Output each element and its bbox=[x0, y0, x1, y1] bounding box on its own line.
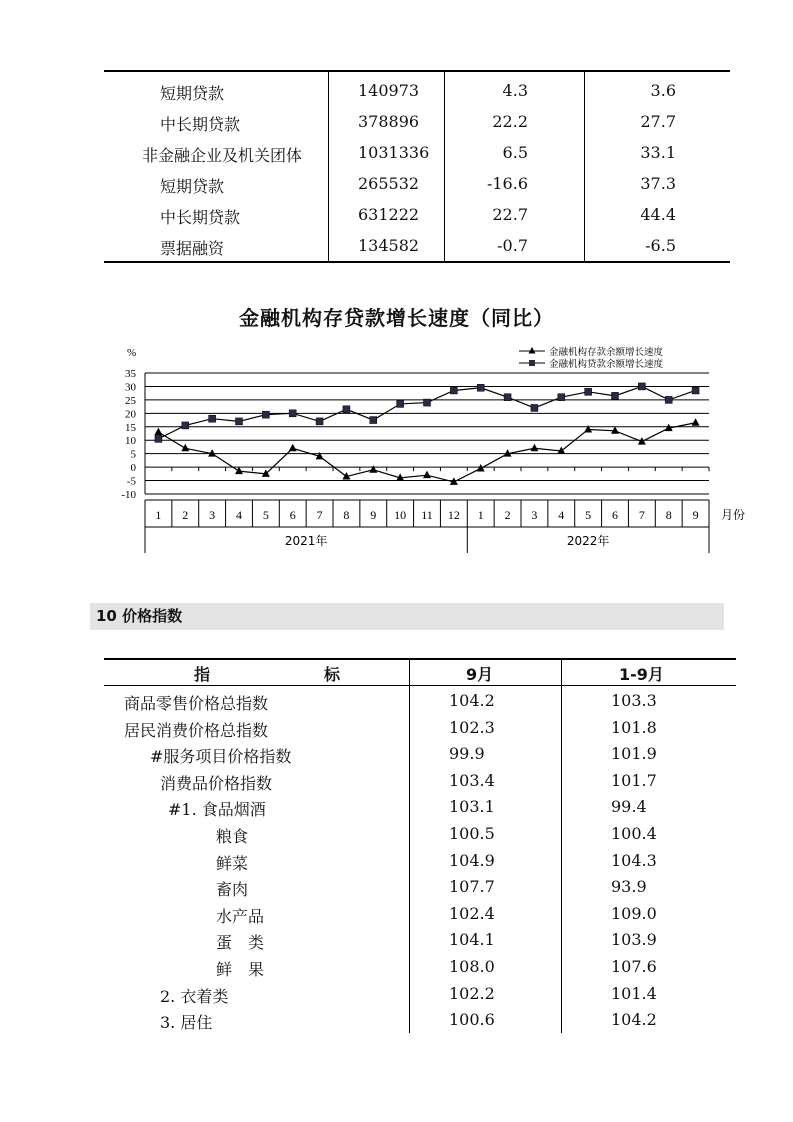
legend-marker-deposit bbox=[529, 347, 536, 354]
year-label: 2022年 bbox=[566, 534, 610, 548]
row-month-value: 103.4 bbox=[449, 770, 495, 790]
loan-point bbox=[289, 410, 296, 417]
row-ytd-value: 104.2 bbox=[611, 1010, 657, 1030]
row-ytd-value: 99.4 bbox=[611, 797, 647, 817]
x-tick-label: 11 bbox=[421, 508, 433, 522]
x-tick-label: 5 bbox=[585, 508, 592, 522]
row-label: 消费品价格指数 bbox=[160, 773, 273, 793]
row-label: 水产品 bbox=[216, 906, 265, 926]
loan-point bbox=[343, 406, 350, 413]
table-row bbox=[104, 767, 736, 794]
row-label: 居民消费价格总指数 bbox=[124, 720, 269, 740]
chart-title: 金融机构存贷款增长速度（同比） bbox=[239, 306, 554, 330]
header-indicator-1: 指 bbox=[194, 665, 211, 684]
loan-point bbox=[262, 411, 269, 418]
row-month-value: 103.1 bbox=[449, 797, 495, 817]
header-ytd: 1-9月 bbox=[619, 665, 664, 684]
x-tick-label: 9 bbox=[370, 508, 377, 522]
row-growth-2: 33.1 bbox=[640, 143, 676, 162]
loan-point bbox=[182, 422, 189, 429]
loan-point bbox=[477, 384, 484, 391]
deposit-point bbox=[477, 464, 485, 472]
y-axis-unit: % bbox=[127, 347, 137, 359]
table-row bbox=[104, 1006, 736, 1033]
table-row bbox=[104, 75, 730, 106]
y-tick-label: -10 bbox=[121, 489, 136, 501]
legend-marker-loan bbox=[529, 360, 535, 366]
table-row bbox=[104, 168, 730, 199]
table-row bbox=[104, 793, 736, 820]
loan-point bbox=[558, 394, 565, 401]
deposit-point bbox=[423, 471, 431, 479]
row-label: 畜肉 bbox=[216, 880, 249, 900]
x-tick-label: 3 bbox=[531, 508, 538, 522]
y-tick-label: 30 bbox=[125, 381, 136, 394]
table-row bbox=[104, 137, 730, 168]
row-month-value: 107.7 bbox=[449, 877, 495, 897]
row-ytd-value: 101.4 bbox=[611, 983, 657, 1003]
row-label: #服务项目价格指数 bbox=[150, 747, 292, 767]
loan-point bbox=[665, 396, 672, 403]
deposit-point bbox=[530, 444, 538, 452]
table-row bbox=[104, 230, 730, 261]
row-value: 378896 bbox=[358, 112, 420, 131]
row-label: 非金融企业及机关团体 bbox=[142, 146, 303, 165]
x-tick-label: 4 bbox=[236, 508, 242, 522]
deposit-point bbox=[692, 418, 700, 426]
x-tick-label: 6 bbox=[289, 508, 296, 522]
deposit-point bbox=[289, 444, 297, 452]
table-row bbox=[104, 900, 736, 927]
x-tick-label: 1 bbox=[155, 508, 162, 522]
loan-point bbox=[585, 388, 592, 395]
row-label: 中长期贷款 bbox=[160, 115, 241, 134]
row-value: 140973 bbox=[358, 81, 420, 100]
y-tick-label: 0 bbox=[130, 462, 136, 475]
header-indicator-2: 标 bbox=[324, 665, 341, 684]
row-growth-1: 22.7 bbox=[492, 205, 528, 224]
row-label: 蛋 类 bbox=[216, 933, 265, 953]
x-tick-label: 7 bbox=[638, 508, 645, 522]
loan-point bbox=[504, 394, 511, 401]
table-row bbox=[104, 847, 736, 874]
year-label: 2021年 bbox=[284, 534, 328, 548]
row-growth-1: 6.5 bbox=[502, 143, 528, 162]
row-ytd-value: 101.8 bbox=[611, 717, 657, 737]
header-month: 9月 bbox=[466, 665, 494, 684]
row-growth-1: 22.2 bbox=[492, 112, 528, 131]
row-ytd-value: 103.9 bbox=[611, 930, 657, 950]
row-label: 3. 居住 bbox=[160, 1013, 213, 1033]
x-axis-unit: 月份 bbox=[720, 508, 746, 522]
row-ytd-value: 101.9 bbox=[611, 744, 657, 764]
deposit-point bbox=[235, 467, 243, 475]
row-value: 134582 bbox=[358, 236, 420, 255]
price-index-table bbox=[104, 658, 736, 1033]
table-row bbox=[104, 740, 736, 767]
loan-point bbox=[370, 417, 377, 424]
x-tick-label: 4 bbox=[558, 508, 565, 522]
row-month-value: 100.5 bbox=[449, 824, 495, 843]
row-ytd-value: 93.9 bbox=[611, 877, 647, 897]
row-label: 2. 衣着类 bbox=[160, 986, 229, 1006]
row-month-value: 104.2 bbox=[449, 691, 495, 710]
table-row bbox=[104, 820, 736, 847]
row-label: 票据融资 bbox=[160, 239, 225, 258]
x-tick-label: 12 bbox=[447, 508, 460, 522]
row-label: 粮食 bbox=[216, 827, 249, 846]
table-top-border bbox=[104, 70, 730, 72]
row-month-value: 102.3 bbox=[449, 717, 495, 737]
loan-point bbox=[397, 400, 404, 407]
loan-point bbox=[531, 404, 538, 411]
y-tick-label: 25 bbox=[125, 394, 136, 407]
legend-label-loan: 金融机构贷款余额增长速度 bbox=[549, 359, 664, 370]
row-label: 鲜菜 bbox=[216, 853, 249, 873]
row-value: 631222 bbox=[358, 205, 420, 224]
growth-line-chart bbox=[0, 330, 793, 560]
x-tick-label: 6 bbox=[612, 508, 618, 522]
loan-point bbox=[209, 415, 216, 422]
x-tick-label: 5 bbox=[262, 508, 269, 522]
y-tick-label: 10 bbox=[125, 435, 136, 448]
x-tick-label: 8 bbox=[665, 508, 672, 522]
y-tick-label: 20 bbox=[125, 408, 136, 421]
row-month-value: 104.9 bbox=[449, 850, 495, 870]
table-row bbox=[104, 953, 736, 980]
table-bottom-border bbox=[104, 261, 730, 263]
row-label: #1. 食品烟酒 bbox=[168, 800, 266, 820]
deposit-point bbox=[611, 426, 619, 434]
x-tick-label: 2 bbox=[504, 508, 511, 522]
y-tick-label: 35 bbox=[125, 368, 136, 380]
y-tick-label: -5 bbox=[126, 475, 136, 488]
y-tick-label: 5 bbox=[130, 448, 136, 461]
table-row bbox=[104, 199, 730, 230]
row-label: 短期贷款 bbox=[160, 84, 225, 103]
row-growth-1: 4.3 bbox=[502, 81, 528, 100]
deposit-point bbox=[154, 428, 162, 436]
row-growth-1: -0.7 bbox=[497, 236, 528, 255]
row-label: 短期贷款 bbox=[160, 177, 225, 196]
loan-point bbox=[236, 418, 243, 425]
row-growth-2: 27.7 bbox=[640, 112, 676, 131]
row-month-value: 104.1 bbox=[449, 930, 495, 950]
row-growth-1: -16.6 bbox=[486, 174, 528, 193]
row-value: 265532 bbox=[358, 174, 420, 193]
table-row bbox=[104, 873, 736, 900]
deposit-point bbox=[181, 444, 189, 452]
row-label: 鲜 果 bbox=[216, 960, 265, 979]
header-row bbox=[104, 658, 736, 685]
row-growth-2: 44.4 bbox=[640, 205, 676, 224]
x-tick-label: 10 bbox=[394, 508, 407, 522]
row-label: 商品零售价格总指数 bbox=[124, 694, 269, 713]
table-row bbox=[104, 714, 736, 741]
section-title: 10 价格指数 bbox=[90, 603, 724, 630]
row-month-value: 108.0 bbox=[449, 957, 495, 976]
x-tick-label: 3 bbox=[209, 508, 216, 522]
row-growth-2: 37.3 bbox=[640, 174, 676, 193]
row-growth-2: 3.6 bbox=[650, 81, 676, 100]
y-tick-label: 15 bbox=[125, 421, 136, 434]
loan-point bbox=[612, 392, 619, 399]
header-divider bbox=[104, 685, 736, 686]
row-label: 中长期贷款 bbox=[160, 208, 241, 227]
x-tick-label: 7 bbox=[316, 508, 323, 522]
loan-point bbox=[692, 387, 699, 394]
row-ytd-value: 107.6 bbox=[611, 957, 657, 976]
row-month-value: 100.6 bbox=[449, 1010, 495, 1030]
deposit-point bbox=[369, 465, 377, 473]
row-growth-2: -6.5 bbox=[645, 236, 676, 255]
deposit-point bbox=[584, 425, 592, 433]
loan-point bbox=[424, 399, 431, 406]
row-month-value: 102.2 bbox=[449, 983, 495, 1003]
row-ytd-value: 104.3 bbox=[611, 850, 657, 870]
loan-point bbox=[638, 383, 645, 390]
loan-point bbox=[155, 435, 162, 442]
row-value: 1031336 bbox=[358, 143, 430, 162]
row-month-value: 99.9 bbox=[449, 744, 485, 764]
row-month-value: 102.4 bbox=[449, 903, 495, 923]
loan-point bbox=[450, 387, 457, 394]
table-row bbox=[104, 106, 730, 137]
x-tick-label: 8 bbox=[343, 508, 350, 522]
row-ytd-value: 100.4 bbox=[611, 824, 657, 843]
loan-table bbox=[104, 70, 730, 264]
row-ytd-value: 109.0 bbox=[611, 903, 657, 923]
table-row bbox=[104, 926, 736, 953]
x-tick-label: 2 bbox=[182, 508, 189, 522]
row-ytd-value: 101.7 bbox=[611, 770, 657, 790]
x-tick-label: 9 bbox=[692, 508, 699, 522]
x-tick-label: 1 bbox=[477, 508, 484, 522]
legend-label-deposit: 金融机构存款余额增长速度 bbox=[549, 347, 664, 358]
loan-point bbox=[316, 418, 323, 425]
table-row bbox=[104, 687, 736, 714]
row-ytd-value: 103.3 bbox=[611, 691, 657, 710]
table-row bbox=[104, 980, 736, 1007]
